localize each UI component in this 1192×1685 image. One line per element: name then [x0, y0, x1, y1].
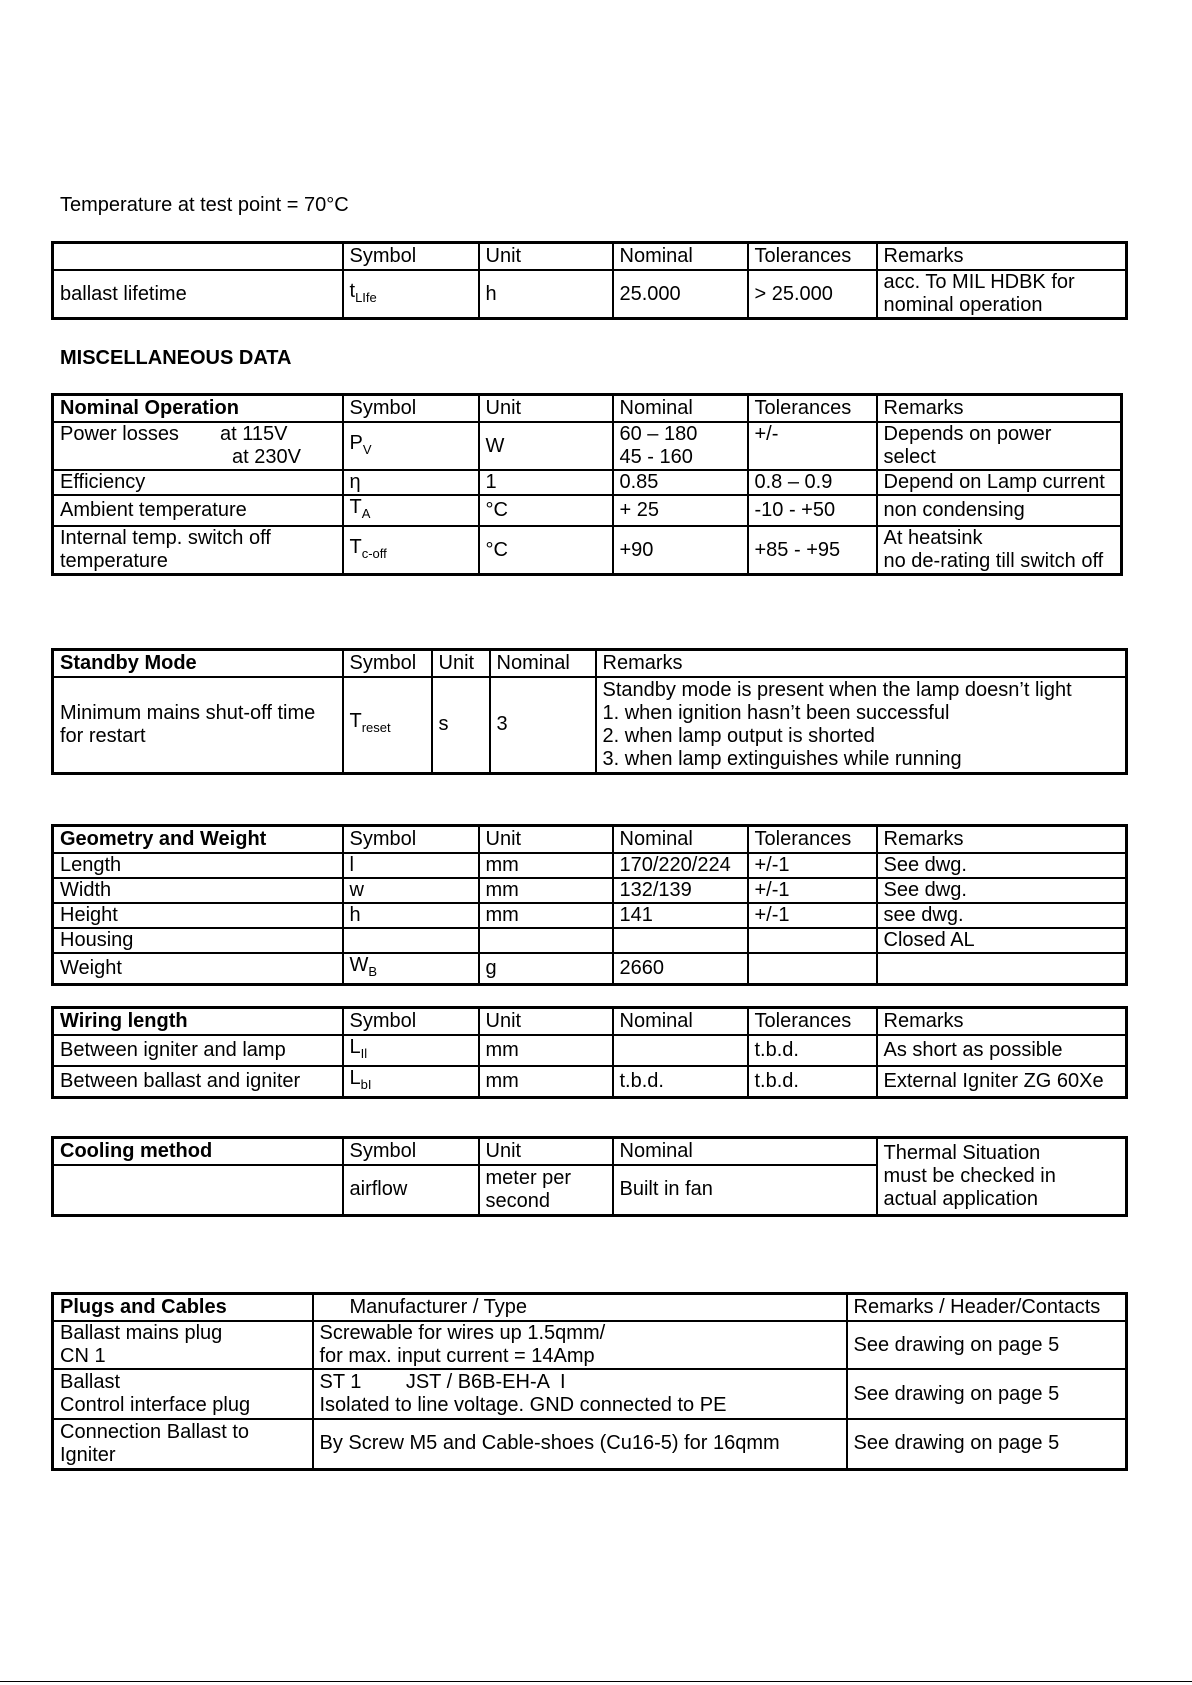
param-cell [53, 1419, 313, 1469]
symbol-cell [343, 953, 479, 985]
param-cell: Weight [53, 953, 343, 985]
param-cell [53, 526, 343, 575]
header-cell: Geometry and Weight [53, 826, 343, 854]
param-line: Ballast [60, 1371, 121, 1393]
unit-cell: mm [479, 878, 613, 903]
symbol-base: T [349, 496, 362, 518]
table-row [53, 903, 1127, 928]
unit-cell [479, 928, 613, 953]
remarks-line: Depends on power [883, 423, 1052, 445]
remarks-line: select [883, 446, 936, 468]
nominal-cell: + 25 [613, 495, 748, 526]
unit-line: second [485, 1189, 550, 1212]
tolerance-cell: +/-1 [748, 903, 877, 928]
nominal-line: 60 – 180 [619, 423, 698, 445]
remarks-cell: See drawing on page 5 [847, 1419, 1127, 1469]
param-cell [53, 422, 343, 470]
table-row [53, 928, 1127, 953]
unit-cell: h [479, 270, 613, 319]
header-cell: Standby Mode [53, 650, 343, 678]
nominal-cell: 25.000 [613, 270, 748, 319]
header-cell: Symbol [343, 650, 432, 678]
symbol-base: T [349, 535, 362, 558]
table-row [53, 1066, 1127, 1098]
symbol-cell [343, 928, 479, 953]
nominal-cell: +90 [613, 526, 748, 575]
param-at: at 230V [232, 446, 301, 468]
header-cell: Plugs and Cables [53, 1294, 313, 1322]
header-cell: Unit [479, 395, 613, 423]
remarks-line: 1. when ignition hasn’t been successful [602, 701, 950, 724]
tolerance-cell: t.b.d. [748, 1035, 877, 1066]
symbol-cell: airflow [343, 1165, 479, 1215]
symbol-sub: LIfe [355, 289, 377, 305]
remarks-line: no de-rating till switch off [883, 550, 1104, 572]
table-row [53, 1321, 1127, 1369]
table-row [53, 470, 1122, 495]
symbol-cell [343, 677, 432, 773]
remarks-cell [877, 1138, 1127, 1216]
geometry-weight-table [51, 824, 1128, 986]
table-row [53, 422, 1122, 470]
tolerance-cell: 0.8 – 0.9 [748, 470, 877, 495]
remarks-line: At heatsink [883, 527, 983, 549]
manufacturer-line: for max. input current = 14Amp [319, 1345, 595, 1367]
nominal-cell: 132/139 [613, 878, 748, 903]
remarks-cell [877, 526, 1122, 575]
symbol-sub: bI [360, 1077, 372, 1092]
nominal-cell: Built in fan [613, 1165, 877, 1215]
symbol-base: L [349, 1067, 361, 1089]
symbol-sub: reset [361, 720, 391, 736]
nominal-cell: 0.85 [613, 470, 748, 495]
param-line: Ballast mains plug [60, 1322, 223, 1344]
param-cell: Length [53, 853, 343, 878]
table-header-row [53, 650, 1127, 678]
param-at: at 115V [220, 423, 288, 445]
header-cell: Remarks [877, 1008, 1127, 1036]
remarks-line: Standby mode is present when the lamp doesn’t light [602, 678, 1072, 701]
nominal-cell: t.b.d. [613, 1066, 748, 1098]
lifetime-table [51, 241, 1128, 320]
nominal-cell: 2660 [613, 953, 748, 985]
table-header-row [53, 243, 1127, 271]
remarks-cell [596, 677, 1127, 773]
param-line: for restart [60, 724, 146, 747]
table-row [53, 853, 1127, 878]
symbol-base: P [349, 431, 363, 454]
symbol-sub: A [361, 506, 371, 521]
table-row [53, 878, 1127, 903]
nominal-cell: 3 [490, 677, 596, 773]
header-cell: Nominal [490, 650, 596, 678]
remarks-cell: Depend on Lamp current [877, 470, 1122, 495]
remarks-cell: See drawing on page 5 [847, 1369, 1127, 1419]
nominal-cell: 141 [613, 903, 748, 928]
tolerance-cell: +/- [748, 422, 877, 470]
unit-cell: mm [479, 1066, 613, 1098]
symbol-cell [343, 270, 479, 319]
table-row [53, 1035, 1127, 1066]
param-cell: Housing [53, 928, 343, 953]
header-cell: Remarks [877, 395, 1122, 423]
param-line: Internal temp. switch off [60, 527, 271, 549]
manufacturer-cell [313, 1321, 847, 1369]
remarks-cell: See dwg. [877, 853, 1127, 878]
header-cell: Tolerances [748, 1008, 877, 1036]
header-cell: Tolerances [748, 395, 877, 423]
header-cell: Nominal [613, 1138, 877, 1166]
param-line: CN 1 [60, 1345, 106, 1367]
table-row [53, 526, 1122, 575]
table-header-row [53, 395, 1122, 423]
remarks-cell: Closed AL [877, 928, 1127, 953]
header-cell: Wiring length [53, 1008, 343, 1036]
tolerance-cell: +/-1 [748, 853, 877, 878]
table-header-row [53, 1138, 1127, 1166]
standby-mode-table [51, 648, 1128, 775]
nominal-cell [613, 928, 748, 953]
unit-cell: mm [479, 853, 613, 878]
param-cell [53, 677, 343, 773]
param-cell: Height [53, 903, 343, 928]
plugs-cables-table [51, 1292, 1128, 1471]
table-row [53, 270, 1127, 319]
symbol-base: W [349, 954, 369, 976]
param-cell: ballast lifetime [53, 270, 343, 319]
nominal-cell [613, 422, 748, 470]
table-row [53, 495, 1122, 526]
symbol-cell: h [343, 903, 479, 928]
header-cell: Nominal [613, 243, 748, 271]
remarks-line: nominal operation [883, 294, 1043, 316]
unit-cell: s [432, 677, 490, 773]
header-cell: Unit [479, 1008, 613, 1036]
symbol-cell [343, 422, 479, 470]
header-cell [53, 243, 343, 271]
page-bottom-rule [0, 1681, 1192, 1682]
param-line: Control interface plug [60, 1394, 251, 1416]
header-cell: Nominal [613, 826, 748, 854]
remarks-cell: See dwg. [877, 878, 1127, 903]
tolerance-cell: -10 - +50 [748, 495, 877, 526]
nominal-cell: 170/220/224 [613, 853, 748, 878]
remarks-cell: see dwg. [877, 903, 1127, 928]
tolerance-cell [748, 928, 877, 953]
table-header-row [53, 1294, 1127, 1322]
symbol-cell: η [343, 470, 479, 495]
wiring-length-table [51, 1006, 1128, 1099]
remarks-line: 3. when lamp extinguishes while running [602, 747, 962, 770]
nominal-operation-table [51, 393, 1123, 576]
remarks-cell: As short as possible [877, 1035, 1127, 1066]
symbol-cell [343, 526, 479, 575]
symbol-cell [343, 1066, 479, 1098]
header-cell: Symbol [343, 826, 479, 854]
symbol-sub: B [368, 964, 378, 979]
param-line: temperature [60, 550, 168, 572]
nominal-cell [613, 1035, 748, 1066]
symbol-base: t [349, 279, 356, 302]
unit-cell: g [479, 953, 613, 985]
header-cell: Tolerances [748, 826, 877, 854]
unit-cell [479, 1165, 613, 1215]
misc-heading: MISCELLANEOUS DATA [60, 347, 292, 369]
param-cell: Width [53, 878, 343, 903]
header-cell: Symbol [343, 1138, 479, 1166]
param-cell: Ambient temperature [53, 495, 343, 526]
header-cell: Unit [479, 826, 613, 854]
header-cell: Unit [479, 243, 613, 271]
header-cell: Unit [432, 650, 490, 678]
header-cell: Remarks [596, 650, 1127, 678]
unit-cell: °C [479, 526, 613, 575]
header-cell: Remarks [877, 826, 1127, 854]
manufacturer-line: Isolated to line voltage. GND connected to PE [319, 1394, 727, 1416]
tolerance-cell: +85 - +95 [748, 526, 877, 575]
header-cell: Cooling method [53, 1138, 343, 1166]
param-line: Igniter [60, 1443, 116, 1466]
header-cell: Unit [479, 1138, 613, 1166]
table-row [53, 953, 1127, 985]
tolerance-cell: t.b.d. [748, 1066, 877, 1098]
symbol-cell [343, 495, 479, 526]
header-cell: Tolerances [748, 243, 877, 271]
table-row [53, 1419, 1127, 1469]
manufacturer-cell [313, 1369, 847, 1419]
header-cell: Nominal [613, 1008, 748, 1036]
header-cell: Symbol [343, 1008, 479, 1036]
manufacturer-line: ST 1 JST / B6B-EH-A I [319, 1371, 566, 1393]
tolerance-cell: +/-1 [748, 878, 877, 903]
param-cell [53, 1369, 313, 1419]
param-cell: Between ballast and igniter [53, 1066, 343, 1098]
param-line: Minimum mains shut-off time [60, 701, 316, 724]
header-cell: Nominal [613, 395, 748, 423]
cooling-method-table [51, 1136, 1128, 1217]
remarks-line: must be checked in [883, 1164, 1056, 1187]
nominal-line: 45 - 160 [619, 446, 693, 468]
unit-cell: 1 [479, 470, 613, 495]
remarks-cell [877, 270, 1127, 319]
remarks-cell [877, 953, 1127, 985]
temperature-note: Temperature at test point = 70°C [60, 194, 349, 216]
manufacturer-line: Screwable for wires up 1.5qmm/ [319, 1322, 606, 1344]
symbol-cell [343, 1035, 479, 1066]
remarks-cell: See drawing on page 5 [847, 1321, 1127, 1369]
param-cell: Efficiency [53, 470, 343, 495]
symbol-sub: Il [360, 1046, 368, 1061]
remarks-line: 2. when lamp output is shorted [602, 724, 875, 747]
unit-cell: W [479, 422, 613, 470]
remarks-cell: External Igniter ZG 60Xe [877, 1066, 1127, 1098]
param-cell [53, 1321, 313, 1369]
manufacturer-cell: By Screw M5 and Cable-shoes (Cu16-5) for 16qmm [313, 1419, 847, 1469]
table-header-row [53, 826, 1127, 854]
table-row [53, 1369, 1127, 1419]
unit-cell: mm [479, 903, 613, 928]
header-cell: Manufacturer / Type [313, 1294, 847, 1322]
table-header-row [53, 1008, 1127, 1036]
unit-cell: mm [479, 1035, 613, 1066]
symbol-sub: c-off [361, 545, 387, 561]
symbol-cell: w [343, 878, 479, 903]
remarks-line: actual application [883, 1187, 1039, 1210]
symbol-sub: V [362, 441, 372, 457]
header-cell: Remarks [877, 243, 1127, 271]
unit-line: meter per [485, 1166, 572, 1189]
param-line: Connection Ballast to [60, 1420, 250, 1443]
symbol-base: T [349, 710, 362, 733]
symbol-base: L [349, 1036, 361, 1058]
remarks-cell: non condensing [877, 495, 1122, 526]
remarks-cell [877, 422, 1122, 470]
table-row [53, 677, 1127, 773]
remarks-line: acc. To MIL HDBK for [883, 271, 1075, 293]
unit-cell: °C [479, 495, 613, 526]
header-cell: Nominal Operation [53, 395, 343, 423]
symbol-cell: l [343, 853, 479, 878]
remarks-line: Thermal Situation [883, 1141, 1041, 1164]
tolerance-cell: > 25.000 [748, 270, 877, 319]
tolerance-cell [748, 953, 877, 985]
param-cell [53, 1165, 343, 1215]
param-label: Power losses [60, 423, 179, 445]
header-cell: Symbol [343, 395, 479, 423]
header-cell: Symbol [343, 243, 479, 271]
header-cell: Remarks / Header/Contacts [847, 1294, 1127, 1322]
param-cell: Between igniter and lamp [53, 1035, 343, 1066]
